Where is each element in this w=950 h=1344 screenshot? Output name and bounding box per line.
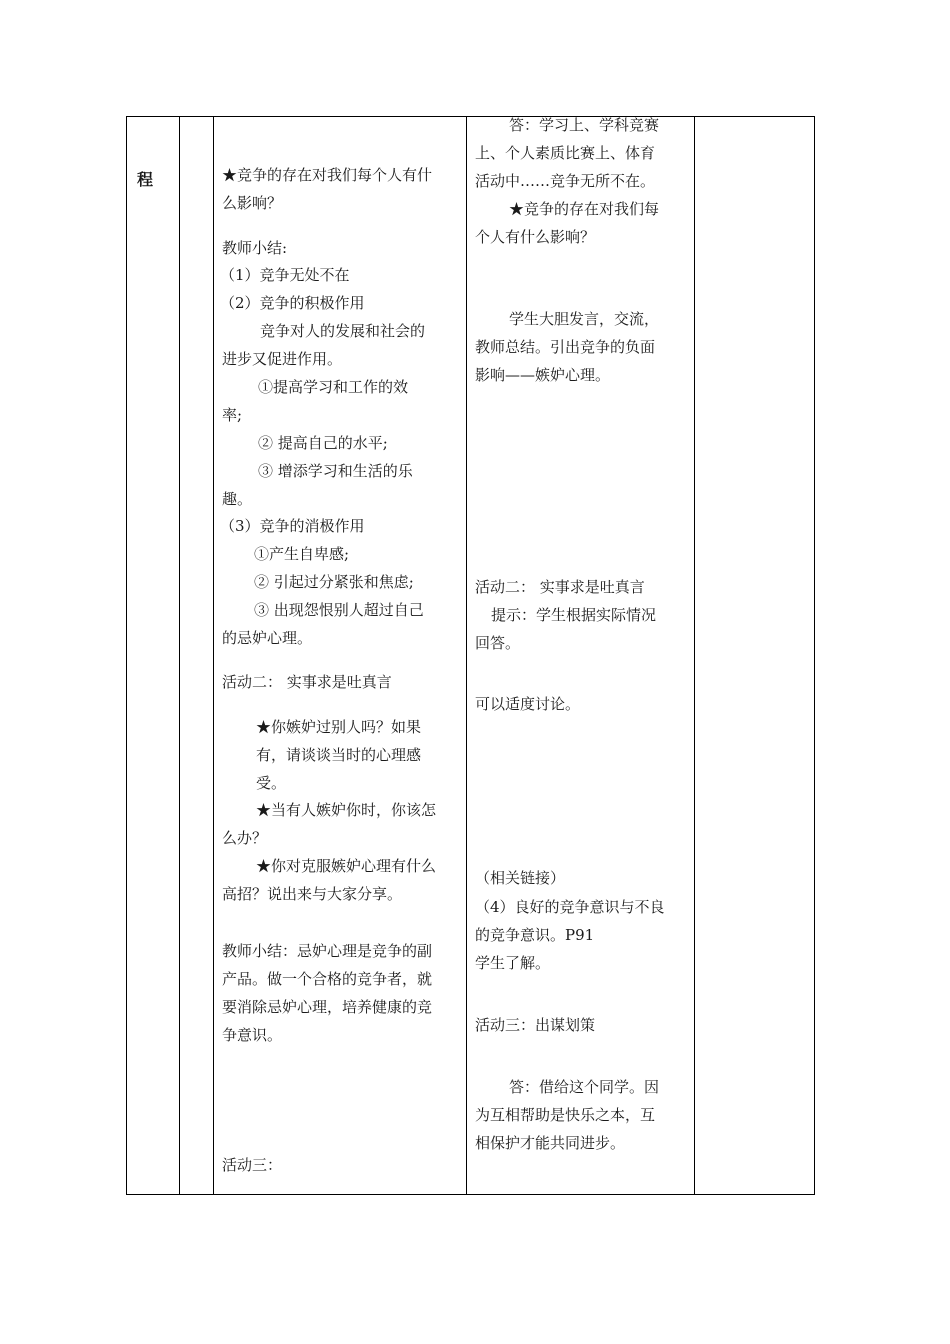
text-line: ③ 出现怨恨别人超过自己 xyxy=(254,601,424,619)
text-line: 趣。 xyxy=(222,490,253,508)
text-line: 活动三：出谋划策 xyxy=(475,1016,596,1034)
text-line: 活动三： xyxy=(222,1156,283,1174)
text-line: 相保护才能共同进步。 xyxy=(475,1134,626,1152)
text-line: ② 引起过分紧张和焦虑; xyxy=(254,573,414,591)
text-line: 教师小结: xyxy=(222,239,288,257)
text-line: 学生大胆发言，交流， xyxy=(509,310,660,328)
text-line: 有，请谈谈当时的心理感 xyxy=(256,746,422,764)
text-line: 产品。做一个合格的竞争者，就 xyxy=(222,970,433,988)
text-line: ①产生自卑感; xyxy=(254,545,350,563)
text-line: 的忌妒心理。 xyxy=(222,629,313,647)
text-line: 的竞争意识。P91 xyxy=(475,926,595,944)
text-line: 上、个人素质比赛上、体育 xyxy=(475,144,656,162)
text-line: 回答。 xyxy=(475,634,521,652)
text-line: 为互相帮助是快乐之本，互 xyxy=(475,1106,656,1124)
text-line: 高招？说出来与大家分享。 xyxy=(222,885,403,903)
text-line: ★你嫉妒过别人吗？如果 xyxy=(256,718,422,736)
text-line: 影响——嫉妒心理。 xyxy=(475,366,611,384)
text-line: ③ 增添学习和生活的乐 xyxy=(258,462,413,480)
text-line: 进步又促进作用。 xyxy=(222,350,343,368)
text-line: 可以适度讨论。 xyxy=(475,695,581,713)
text-line: 活动二： 实事求是吐真言 xyxy=(475,578,645,596)
teacher-activity-column xyxy=(214,117,466,1194)
text-line: 答：学习上、学科竞赛 xyxy=(509,117,660,134)
text-line: 学生了解。 xyxy=(475,954,551,972)
column-divider xyxy=(694,117,695,1194)
text-line: ①提高学习和工作的效 xyxy=(258,378,409,396)
section-label: 程 xyxy=(137,170,154,189)
text-line: （4）良好的竞争意识与不良 xyxy=(475,898,665,916)
text-line: 提示：学生根据实际情况 xyxy=(491,606,657,624)
text-line: 教师小结：忌妒心理是竞争的副 xyxy=(222,942,433,960)
text-line: ★竞争的存在对我们每 xyxy=(509,200,660,218)
text-line: 受。 xyxy=(256,774,287,792)
text-line: （相关链接） xyxy=(475,869,566,887)
text-line: 个人有什么影响？ xyxy=(475,228,596,246)
student-activity-column xyxy=(467,117,694,1194)
text-line: 率; xyxy=(222,406,243,424)
text-line: （1）竞争无处不在 xyxy=(220,266,350,284)
text-line: 教师总结。引出竞争的负面 xyxy=(475,338,656,356)
text-line: 答：借给这个同学。因 xyxy=(509,1078,660,1096)
text-line: 活动中……竞争无所不在。 xyxy=(475,172,656,190)
text-line: （2）竞争的积极作用 xyxy=(220,294,365,312)
text-line: 活动二： 实事求是吐真言 xyxy=(222,673,392,691)
text-line: 么办？ xyxy=(222,829,268,847)
lesson-table xyxy=(126,116,815,1195)
text-line: ★当有人嫉妒你时，你该怎 xyxy=(256,801,437,819)
text-line: ★竞争的存在对我们每个人有什 xyxy=(222,166,433,184)
text-line: （3）竞争的消极作用 xyxy=(220,517,365,535)
text-line: 要消除忌妒心理，培养健康的竞 xyxy=(222,998,433,1016)
text-line: 么影响？ xyxy=(222,194,283,212)
text-line: ② 提高自己的水平; xyxy=(258,434,388,452)
text-line: ★你对克服嫉妒心理有什么 xyxy=(256,857,437,875)
text-line: 竞争对人的发展和社会的 xyxy=(260,322,426,340)
column-divider xyxy=(179,117,180,1194)
text-line: 争意识。 xyxy=(222,1026,283,1044)
